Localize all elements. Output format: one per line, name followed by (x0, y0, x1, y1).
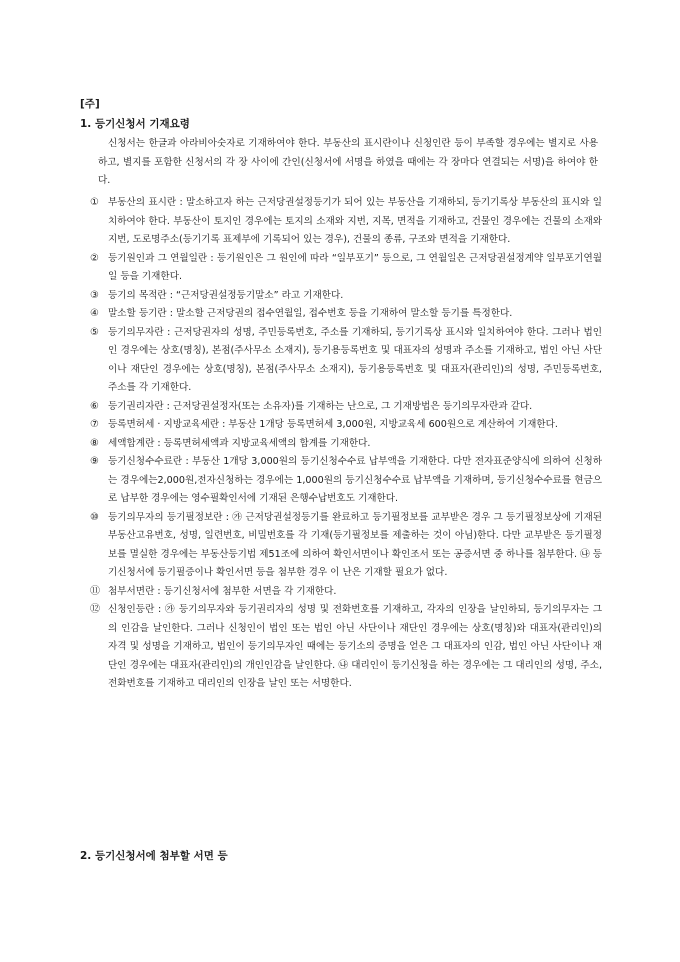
instruction-list (80, 194, 602, 694)
list-item (80, 509, 602, 583)
item-number: ⑧ (90, 437, 99, 449)
list-item (80, 583, 602, 602)
item-text: 신청인등란 : ㉮ 등기의무자와 등기권리자의 성명 및 전화번호를 기재하고, 각자의 인장을 날인하되, 등기의무자는 그의 인감을 날인한다. 그러나 신청인이 법인 또는 법인 아닌 사단이나 재단인 경우에는 상호(명칭)와 대표자(관리인)의 자격 및 성명을 기재하고, 법인이 등기의무자인 때에는 등기소의 증명을 얻은 그 대표자의 인감, 법인 아닌 사단이나 재단인 경우에는 대표자(관리인)의 개인인감을 날인한다. ㉯ 대리인이 등기신청을 하는 경우에는 그 대리인의 성명, 주소, 전화번호를 기재하고 대리인의 인장을 날인 또는 서명한다. (108, 604, 602, 689)
list-item (80, 305, 602, 324)
item-number: ① (90, 197, 99, 208)
note-label: [주] (80, 98, 100, 110)
item-text: 첨부서면란 : 등기신청서에 첨부한 서면을 각 기재한다. (108, 585, 337, 597)
item-number: ③ (90, 289, 99, 301)
item-number: ⑤ (90, 326, 99, 338)
item-text: 등기의무자란 : 근저당권자의 성명, 주민등록번호, 주소를 기재하되, 등기기록상 표시와 일치하여야 한다. 그러나 법인인 경우에는 상호(명칭), 본점(주사무소 소재지), 등기용등록번호 및 대표자의 성명과 주소를 기재하고, 법인 아닌 사단이나 재단인 경우에는 상호(명칭), 본점(주사무소 소재지), 등기용등록번호 및 대표자(관리인)의 성명, 주민등록번호, 주소를 각 기재한다. (108, 326, 602, 393)
item-text: 부동산의 표시란 : 말소하고자 하는 근저당권설정등기가 되어 있는 부동산을 기재하되, 등기기록상 부동산의 표시와 일치하여야 한다. 부동산이 토지인 경우에는 토지의 소재와 지번, 지목, 면적을 기재하고, 건물인 경우에는 건물의 소재와 지번, 도로명주소(등기기록 표제부에 기록되어 있는 경우), 건물의 종류, 구조와 면적을 기재한다. (108, 197, 602, 245)
item-text: 세액합계란 : 등록면허세액과 지방교육세액의 합계를 기재한다. (108, 437, 371, 449)
item-number: ⑦ (90, 419, 99, 430)
item-text: 등기신청수수료란 : 부동산 1개당 3,000원의 등기신청수수료 납부액을 기재한다. 다만 전자표준양식에 의하여 신청하는 경우에는2,000원,전자신청하는 경우에는 1,000원의 등기신청수수료 납부액을 기재하며, 등기신청수수료를 현금으로 납부한 경우에는 영수필확인서에 기재된 은행수납번호도 기재한다. (108, 456, 602, 504)
section-1-heading: 1. 등기신청서 기재요령 (80, 118, 190, 130)
list-item (80, 435, 602, 454)
item-number: ⑩ (90, 511, 99, 523)
item-number: ⑥ (90, 400, 99, 412)
item-number: ⑫ (90, 604, 100, 615)
item-text: 등기권리자란 : 근저당권설정자(또는 소유자)를 기재하는 난으로, 그 기재방법은 등기의무자란과 같다. (108, 400, 533, 412)
item-number: ⑪ (90, 585, 100, 597)
item-text: 말소할 등기란 : 말소할 근저당권의 접수연월일, 접수번호 등을 기재하여 말소할 등기를 특정한다. (108, 308, 513, 319)
list-item (80, 250, 602, 287)
item-number: ⑨ (90, 456, 99, 467)
list-item (80, 453, 602, 509)
item-text: 등기의 목적란 : “근저당권설정등기말소” 라고 기재한다. (108, 289, 344, 301)
item-text: 등기원인과 그 연월일란 : 등기원인은 그 원인에 따라 “일부포기” 등으로, 그 연월일은 근저당권설정계약 일부포기연월일 등을 기재한다. (108, 252, 602, 282)
list-item (80, 601, 602, 694)
section-1-intro: 신청서는 한글과 아라비아숫자로 기재하여야 한다. 부동산의 표시란이나 신청인란 등이 부족할 경우에는 별지로 사용하고, 별지를 포함한 신청서의 각 장 사이에 간인(신청서에 서명을 하였을 때에는 각 장마다 연결되는 서명)을 하여야 한다. (98, 138, 598, 186)
list-item (80, 324, 602, 398)
list-item (80, 194, 602, 250)
item-number: ④ (90, 308, 99, 319)
item-number: ② (90, 252, 99, 264)
list-item (80, 287, 602, 306)
list-item (80, 398, 602, 417)
item-text: 등기의무자의 등기필정보란 : ㉮ 근저당권설정등기를 완료하고 등기필정보를 교부받은 경우 그 등기필정보상에 기재된 부동산고유번호, 성명, 일련번호, 비밀번호를 각 기재(등기필정보를 제출하는 것이 아님)한다. 다만 교부받은 등기필정보를 멸실한 경우에는 부동산등기법 제51조에 의하여 확인서면이나 확인조서 또는 공증서면 중 하나를 첨부한다. ㉯ 등기신청서에 등기필증이나 확인서면 등을 첨부한 경우 이 난은 기재할 필요가 없다. (108, 511, 602, 578)
item-text: 등록면허세 · 지방교육세란 : 부동산 1개당 등록면허세 3,000원, 지방교육세 600원으로 계산하여 기재한다. (108, 419, 558, 430)
list-item (80, 416, 602, 435)
section-2-heading: 2. 등기신청서에 첨부할 서면 등 (80, 850, 228, 862)
